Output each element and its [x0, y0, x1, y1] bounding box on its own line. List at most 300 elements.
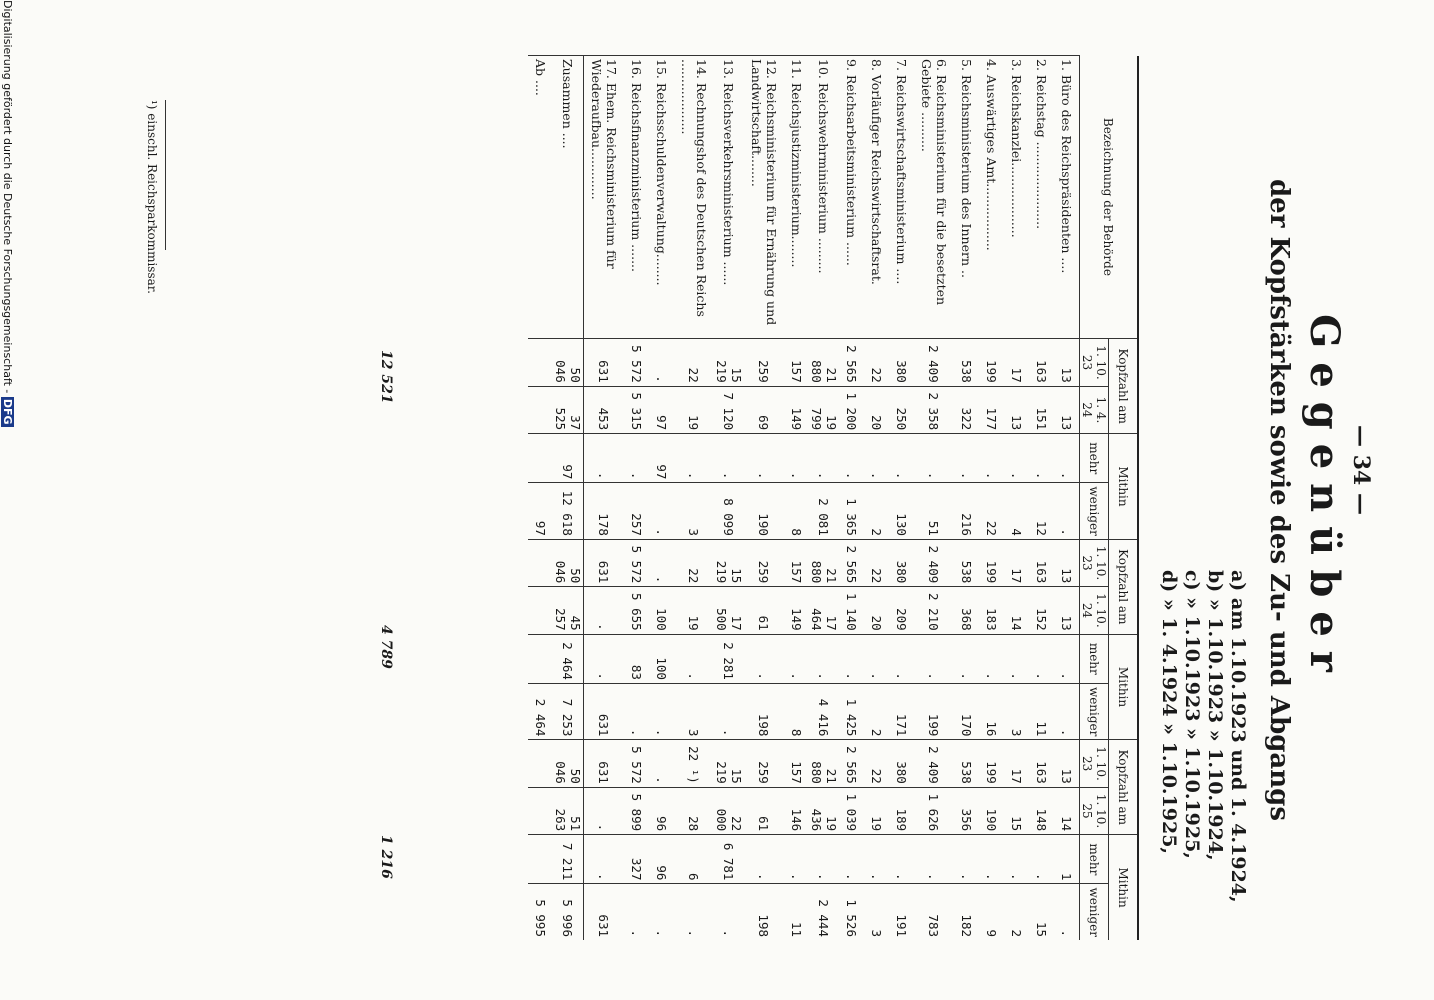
table-cell: 96	[649, 787, 674, 834]
table-cell: 14	[1054, 787, 1080, 834]
table-cell: 5 572	[624, 339, 649, 386]
table-cell: 9	[979, 884, 1004, 940]
table-row	[839, 56, 864, 941]
table-cell: 37 525	[553, 386, 584, 433]
table-cell: 83	[624, 634, 649, 683]
table-cell: 259	[744, 339, 784, 386]
header-kopfzahl-1: Kopfzahl am	[1109, 339, 1139, 434]
table-cell: 19	[674, 386, 714, 433]
table-cell: .	[1004, 634, 1029, 683]
header-mehr: mehr	[1080, 634, 1109, 683]
table-cell: 2 281	[714, 634, 744, 683]
table-cell: 22	[864, 339, 889, 386]
table-cell: 2 409	[914, 339, 954, 386]
table-cell: .	[1054, 884, 1080, 940]
authority-name: 16. Reichsfinanzministerium .......	[624, 56, 649, 339]
table-cell: 199	[979, 339, 1004, 386]
table-cell: 130	[889, 483, 914, 539]
table-cell: .	[914, 434, 954, 483]
authority-name: 14. Rechnungshof des Deutschen Reichs ...................	[674, 56, 714, 339]
date-list	[1157, 570, 1249, 903]
table-cell: .	[979, 634, 1004, 683]
table-cell: 21 880	[809, 339, 839, 386]
table-row	[744, 56, 784, 941]
authority-name: 15. Reichsschuldenverwaltung........	[649, 56, 674, 339]
table-cell: 22 ¹)	[674, 740, 714, 787]
table-cell: 22	[864, 740, 889, 787]
table-cell: .	[979, 835, 1004, 884]
table-row	[553, 56, 584, 941]
header-date: 1. 10. 23	[1080, 740, 1109, 787]
header-mithin-1: Mithin	[1109, 434, 1139, 540]
table-row	[1029, 56, 1054, 941]
table-cell: 2 565	[839, 339, 864, 386]
table-cell: .	[624, 434, 649, 483]
table-cell: .	[584, 587, 625, 634]
dfg-logo: DFG	[1, 398, 14, 425]
page-number: — 34 —	[1348, 425, 1374, 515]
table-cell: .	[744, 634, 784, 683]
date-a: a) am 1.10.1923 und 1. 4.1924,	[1227, 570, 1249, 903]
table-cell: .	[1029, 634, 1054, 683]
table-row	[584, 56, 625, 941]
header-mehr: mehr	[1080, 434, 1109, 483]
table-cell: .	[839, 634, 864, 683]
table-cell: 146	[784, 787, 809, 834]
table-cell: 17	[1004, 339, 1029, 386]
table-cell: 189	[889, 787, 914, 834]
table-cell: .	[624, 884, 649, 940]
table-cell: 51 263	[553, 787, 584, 834]
handwritten-net-1: 12 521	[378, 350, 394, 404]
table-cell: 1 039	[839, 787, 864, 834]
table-cell: 4 416	[809, 683, 839, 739]
table-cell: .	[674, 634, 714, 683]
table-cell: 15 219	[714, 539, 744, 586]
table-cell: 151	[1029, 386, 1054, 433]
footnote: ¹) einschl. Reichsparkommissar.	[145, 100, 159, 294]
table-cell: 198	[744, 683, 784, 739]
handwritten-net-2: 4 789	[378, 625, 394, 669]
table-cell	[528, 835, 553, 884]
authority-name: Ab ....	[528, 56, 553, 339]
table-cell: 13	[1054, 339, 1080, 386]
table-cell: .	[809, 434, 839, 483]
table-cell: 19 799	[809, 386, 839, 433]
table-cell: 190	[744, 483, 784, 539]
table-cell: .	[784, 835, 809, 884]
table-cell: 2	[1004, 884, 1029, 940]
header-weniger: weniger	[1080, 683, 1109, 739]
header-date: 1. 10. 23	[1080, 539, 1109, 586]
table-cell: 163	[1029, 539, 1054, 586]
table-cell: 5 572	[624, 740, 649, 787]
table-cell: 12	[1029, 483, 1054, 539]
table-cell: .	[1054, 434, 1080, 483]
footnote-divider	[165, 100, 166, 250]
table-cell: .	[1029, 835, 1054, 884]
table-cell: .	[954, 835, 979, 884]
table-row	[1054, 56, 1080, 941]
table-cell: 3	[864, 884, 889, 940]
header-date: 1. 4. 24	[1080, 386, 1109, 433]
header-mehr: mehr	[1080, 835, 1109, 884]
table-cell: 14	[1004, 587, 1029, 634]
authority-name: 12. Reichsministerium für Ernährung und Landwirtschaft........	[744, 56, 784, 339]
table-cell	[528, 386, 553, 433]
authority-name: 10. Reichswehrministerium .........	[809, 56, 839, 339]
table-cell: 538	[954, 539, 979, 586]
table-cell: .	[674, 884, 714, 940]
table-cell: 22	[864, 539, 889, 586]
table-cell: 8 099	[714, 483, 744, 539]
authority-name: 3. Reichskanzlei...................	[1004, 56, 1029, 339]
header-weniger: weniger	[1080, 483, 1109, 539]
table-cell: .	[1054, 683, 1080, 739]
table-cell: 8	[784, 683, 809, 739]
table-cell: 15 219	[714, 339, 744, 386]
table-cell: 7 120	[714, 386, 744, 433]
table-cell: 5 899	[624, 787, 649, 834]
table-cell: 2	[864, 483, 889, 539]
table-cell: 1	[1054, 835, 1080, 884]
table-cell: 183	[979, 587, 1004, 634]
table-cell: 170	[954, 683, 979, 739]
table-cell	[528, 434, 553, 483]
table-cell: 182	[954, 884, 979, 940]
table-cell: .	[914, 835, 954, 884]
authority-name: 9. Reichsarbeitsministerium ......	[839, 56, 864, 339]
date-b: b) » 1.10.1923 » 1.10.1924,	[1204, 570, 1226, 861]
table-cell: .	[954, 634, 979, 683]
table-cell: .	[649, 483, 674, 539]
table-cell: .	[744, 835, 784, 884]
table-cell: 538	[954, 339, 979, 386]
table-cell: 28	[674, 787, 714, 834]
table-cell: 5 995	[528, 884, 553, 940]
table-cell: .	[584, 634, 625, 683]
table-cell: 15	[1029, 884, 1054, 940]
table-cell: 148	[1029, 787, 1054, 834]
table-cell	[528, 339, 553, 386]
table-cell: 22	[979, 483, 1004, 539]
table-row	[714, 56, 744, 941]
table-cell: 2 210	[914, 587, 954, 634]
table-row	[674, 56, 714, 941]
table-cell: 1 365	[839, 483, 864, 539]
table-cell: 163	[1029, 339, 1054, 386]
table-cell: 199	[979, 539, 1004, 586]
authority-name: 7. Reichswirtschaftsministerium ....	[889, 56, 914, 339]
table-row	[914, 56, 954, 941]
table-cell: 17 500	[714, 587, 744, 634]
table-cell: .	[714, 683, 744, 739]
table-cell: 97	[649, 434, 674, 483]
header-date: 1. 10. 24	[1080, 587, 1109, 634]
table-cell: 12 618	[553, 483, 584, 539]
table-cell: 380	[889, 339, 914, 386]
table-cell: .	[889, 434, 914, 483]
table-cell: 100	[649, 634, 674, 683]
table-cell: 2 565	[839, 539, 864, 586]
table-cell: 3	[674, 683, 714, 739]
table-cell: .	[624, 683, 649, 739]
header-kopfzahl-3: Kopfzahl am	[1109, 740, 1139, 835]
table-cell: .	[714, 434, 744, 483]
table-cell: 380	[889, 539, 914, 586]
table-cell: 3	[674, 483, 714, 539]
table-cell: 783	[914, 884, 954, 940]
table-cell: .	[889, 835, 914, 884]
table-row	[809, 56, 839, 941]
table-cell: .	[979, 434, 1004, 483]
table-cell: .	[744, 434, 784, 483]
table-cell: 50 046	[553, 539, 584, 586]
table-cell: 2 464	[528, 683, 553, 739]
authority-name: 2. Reichstag ......................	[1029, 56, 1054, 339]
table-cell: .	[1054, 483, 1080, 539]
table-cell: .	[809, 835, 839, 884]
table-cell: 2 081	[809, 483, 839, 539]
table-row	[624, 56, 649, 941]
table-cell: .	[649, 884, 674, 940]
table-cell: 1 626	[914, 787, 954, 834]
header-mithin-3: Mithin	[1109, 835, 1139, 940]
table-cell: 7 253	[553, 683, 584, 739]
table-cell: .	[584, 787, 625, 834]
header-kopfzahl-2: Kopfzahl am	[1109, 539, 1139, 634]
table-cell: 7 211	[553, 835, 584, 884]
table-cell	[528, 787, 553, 834]
table-cell: 157	[784, 539, 809, 586]
table-cell: .	[864, 835, 889, 884]
table-cell	[528, 740, 553, 787]
table-cell: 13	[1054, 539, 1080, 586]
header-date: 1. 10. 23	[1080, 339, 1109, 386]
table-cell: 17	[1004, 539, 1029, 586]
table-cell: .	[1029, 434, 1054, 483]
table-cell: .	[649, 539, 674, 586]
table-cell: 198	[744, 884, 784, 940]
table-cell: 631	[584, 683, 625, 739]
table-cell: 19	[674, 587, 714, 634]
table-body	[528, 56, 1080, 941]
table-cell: 5 996	[553, 884, 584, 940]
table-cell: 61	[744, 587, 784, 634]
table-cell: 51	[914, 483, 954, 539]
table-cell: .	[649, 740, 674, 787]
table-cell: .	[864, 634, 889, 683]
table-cell: 22 000	[714, 787, 744, 834]
table-cell: 1 425	[839, 683, 864, 739]
table-cell: .	[914, 634, 954, 683]
table-cell: 631	[584, 740, 625, 787]
table-cell: .	[1004, 434, 1029, 483]
table-cell: 6 781	[714, 835, 744, 884]
table-cell: .	[649, 683, 674, 739]
table-cell: 19 436	[809, 787, 839, 834]
table-cell	[528, 634, 553, 683]
table-cell: 11	[784, 884, 809, 940]
table-cell	[528, 539, 553, 586]
table-cell: 69	[744, 386, 784, 433]
table-cell: 157	[784, 339, 809, 386]
table-cell: 21 880	[809, 539, 839, 586]
authority-name: 6. Reichsministerium für die besetzten Gebiete ..........	[914, 56, 954, 339]
table-cell: 322	[954, 386, 979, 433]
table-cell: 13	[1054, 587, 1080, 634]
table-cell: .	[809, 634, 839, 683]
table-cell: .	[784, 434, 809, 483]
table-cell: 97	[649, 386, 674, 433]
authority-name: 1. Büro des Reichspräsidenten ....	[1054, 56, 1080, 339]
table-cell: 631	[584, 539, 625, 586]
table-cell: 5 655	[624, 587, 649, 634]
table-cell: 17	[1004, 740, 1029, 787]
table-cell: 6	[674, 835, 714, 884]
header-date: 1. 10. 25	[1080, 787, 1109, 834]
header-weniger: weniger	[1080, 884, 1109, 940]
table-cell: 199	[914, 683, 954, 739]
table-cell: 2 409	[914, 740, 954, 787]
table-cell: 538	[954, 740, 979, 787]
table-cell: 327	[624, 835, 649, 884]
table-cell: 190	[979, 787, 1004, 834]
table-cell: .	[1054, 634, 1080, 683]
digitization-text: Digitalisierung gefördert durch die Deutsche Forschungsgemeinschaft -	[1, 0, 14, 394]
table-cell: 19	[864, 787, 889, 834]
table-cell: 2 409	[914, 539, 954, 586]
header-authority: Bezeichnung der Behörde	[1080, 56, 1139, 339]
authority-name: 4. Auswärtiges Amt.................	[979, 56, 1004, 339]
table-cell: .	[714, 884, 744, 940]
table-cell: 100	[649, 587, 674, 634]
date-d: d) » 1. 4.1924 » 1.10.1925,	[1158, 570, 1180, 855]
table-cell: 1 200	[839, 386, 864, 433]
table-cell: 22	[674, 539, 714, 586]
table-cell: 45 257	[553, 587, 584, 634]
table-cell: 20	[864, 386, 889, 433]
date-c: c) » 1.10.1923 » 1.10.1925,	[1181, 570, 1203, 859]
table-cell: 13	[1004, 386, 1029, 433]
table-cell: .	[954, 434, 979, 483]
table-cell: .	[649, 339, 674, 386]
table-cell: 453	[584, 386, 625, 433]
table-cell: 2	[864, 683, 889, 739]
digitization-notice	[1, 0, 14, 1000]
table-cell: .	[864, 434, 889, 483]
table-cell: 22	[674, 339, 714, 386]
table-cell: 631	[584, 339, 625, 386]
table-cell: 257	[624, 483, 649, 539]
table-cell: 216	[954, 483, 979, 539]
page-title: Gegenüber	[1301, 314, 1348, 686]
table-cell: 15	[1004, 787, 1029, 834]
table-row	[784, 56, 809, 941]
table-cell: 2 464	[553, 634, 584, 683]
table-cell: .	[839, 835, 864, 884]
authority-name: 17. Ehem. Reichsministerium für Wiederaufbau.............	[584, 56, 625, 339]
table-cell: 631	[584, 884, 625, 940]
table-cell: 177	[979, 386, 1004, 433]
table-cell: 17 464	[809, 587, 839, 634]
authority-name: 11. Reichsjustizministerium........	[784, 56, 809, 339]
authority-name: 5. Reichsministerium des Innern ..	[954, 56, 979, 339]
table-cell: 21 880	[809, 740, 839, 787]
table-cell: .	[784, 634, 809, 683]
table-cell: 5 315	[624, 386, 649, 433]
table-cell: 178	[584, 483, 625, 539]
header-mithin-2: Mithin	[1109, 634, 1139, 740]
table-cell: 97	[528, 483, 553, 539]
table-cell: 152	[1029, 587, 1054, 634]
table-cell: 1 140	[839, 587, 864, 634]
table-cell: 11	[1029, 683, 1054, 739]
table-cell: 13	[1054, 386, 1080, 433]
table-row	[889, 56, 914, 941]
table-cell: 97	[553, 434, 584, 483]
table-cell: 61	[744, 787, 784, 834]
table-cell: .	[584, 434, 625, 483]
table-row	[954, 56, 979, 941]
table-cell: 250	[889, 386, 914, 433]
table-cell	[528, 587, 553, 634]
table-cell: 50 046	[553, 339, 584, 386]
page-subtitle: der Kopfstärken sowie des Zu- und Abgangs	[1264, 178, 1294, 821]
table-cell: 157	[784, 740, 809, 787]
table-cell: 8	[784, 483, 809, 539]
table-cell: 259	[744, 740, 784, 787]
table-cell: 199	[979, 740, 1004, 787]
table-cell: 5 572	[624, 539, 649, 586]
table-row	[864, 56, 889, 941]
table-cell: .	[839, 434, 864, 483]
authority-name: 13. Reichsverkehrsministerium ......	[714, 56, 744, 339]
table-row	[1004, 56, 1029, 941]
table-cell: 380	[889, 740, 914, 787]
table-cell: .	[1004, 835, 1029, 884]
table-cell: 16	[979, 683, 1004, 739]
authority-name: 8. Vorläufiger Reichswirtschaftsrat.	[864, 56, 889, 339]
table-row	[979, 56, 1004, 941]
table-cell: .	[889, 634, 914, 683]
table-row	[649, 56, 674, 941]
table-cell: 149	[784, 587, 809, 634]
table-cell: 368	[954, 587, 979, 634]
table-cell: 15 219	[714, 740, 744, 787]
table-cell: 13	[1054, 740, 1080, 787]
table-cell: 50 046	[553, 740, 584, 787]
table-cell: .	[584, 835, 625, 884]
table-row	[528, 56, 553, 941]
table-cell: 191	[889, 884, 914, 940]
table-cell: 4	[1004, 483, 1029, 539]
table-cell: 356	[954, 787, 979, 834]
comparison-table	[528, 55, 1139, 940]
authority-name: Zusammen ....	[553, 56, 584, 339]
table-cell: 2 358	[914, 386, 954, 433]
table-cell: 3	[1004, 683, 1029, 739]
table-cell: 259	[744, 539, 784, 586]
table-cell: 20	[864, 587, 889, 634]
table-cell: 96	[649, 835, 674, 884]
table-cell: 149	[784, 386, 809, 433]
table-cell: 163	[1029, 740, 1054, 787]
table-cell: .	[674, 434, 714, 483]
table-cell: 2 565	[839, 740, 864, 787]
table-cell: 171	[889, 683, 914, 739]
table-cell: 209	[889, 587, 914, 634]
